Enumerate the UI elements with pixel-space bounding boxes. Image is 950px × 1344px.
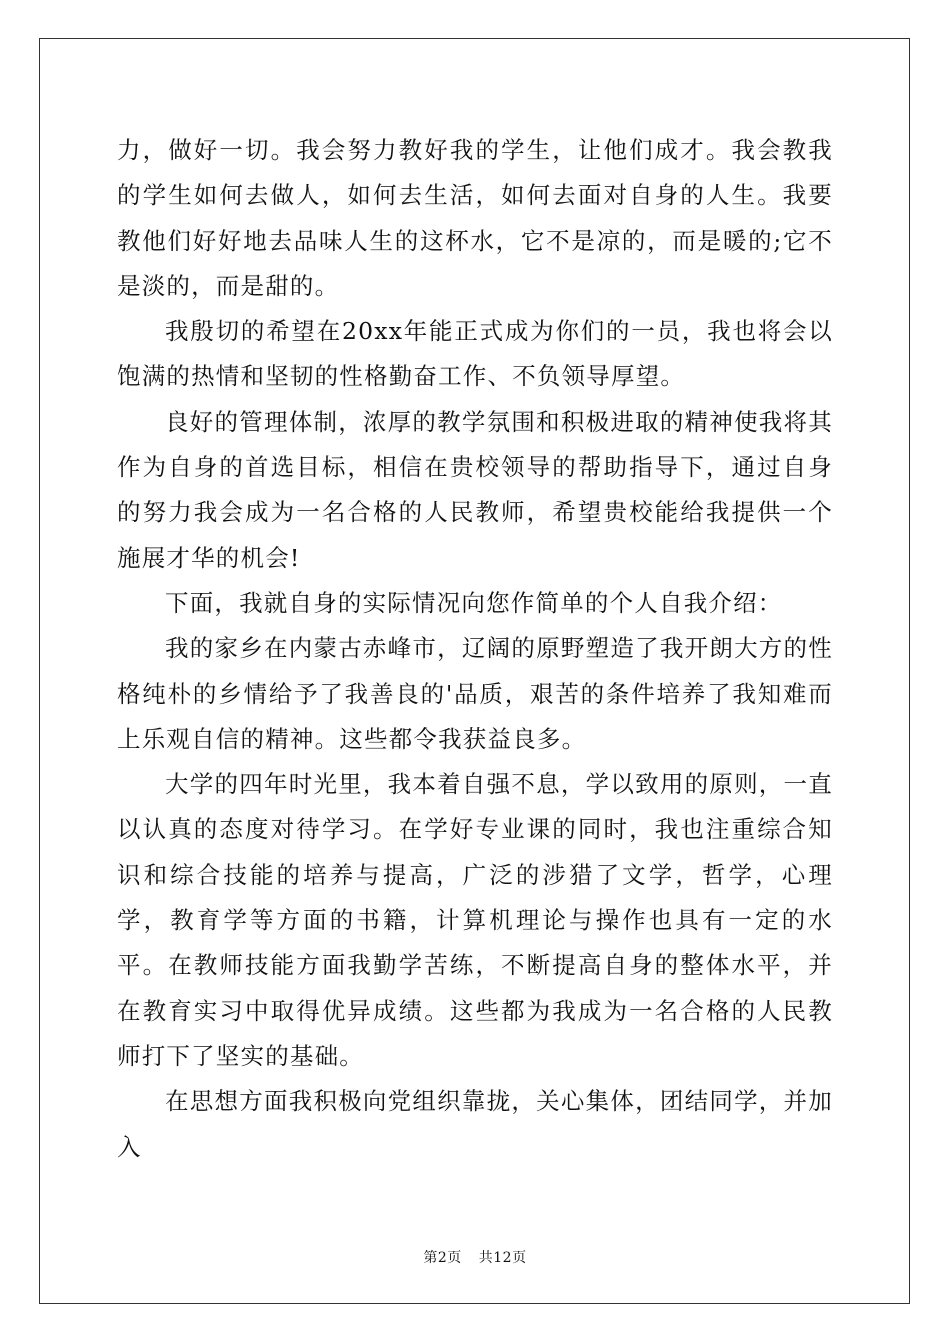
paragraph-1: 力，做好一切。我会努力教好我的学生，让他们成才。我会教我的学生如何去做人，如何去生活，如何去面对自身的人生。我要教他们好好地去品味人生的这杯水，它不是凉的，而是暖的;它不是淡的，而是甜的。 [117, 136, 833, 300]
page-footer [0, 1247, 950, 1267]
document-body [117, 128, 833, 1170]
paragraph-5: 我的家乡在内蒙古赤峰市，辽阔的原野塑造了我开朗大方的性格纯朴的乡情给予了我善良的'品质，艰苦的条件培养了我知难而上乐观自信的精神。这些都令我获益良多。 [117, 634, 833, 753]
paragraph-7: 在思想方面我积极向党组织靠拢，关心集体，团结同学，并加入 [117, 1087, 833, 1161]
page-total: 共12页 [478, 1250, 527, 1266]
paragraph-6: 大学的四年时光里，我本着自强不息，学以致用的原则，一直以认真的态度对待学习。在学好专业课的同时，我也注重综合知识和综合技能的培养与提高，广泛的涉猎了文学，哲学，心理学，教育学等方面的书籍，计算机理论与操作也具有一定的水平。在教师技能方面我勤学苦练，不断提高自身的整体水平，并在教育实习中取得优异成绩。这些都为我成为一名合格的人民教师打下了坚实的基础。 [117, 770, 833, 1070]
paragraph-3: 良好的管理体制，浓厚的教学氛围和积极进取的精神使我将其作为自身的首选目标，相信在贵校领导的帮助指导下，通过自身的努力我会成为一名合格的人民教师，希望贵校能给我提供一个施展才华的机会! [117, 407, 833, 572]
page-number: 第2页 [423, 1250, 462, 1266]
paragraph-4: 下面，我就自身的实际情况向您作简单的个人自我介绍： [165, 588, 783, 617]
paragraph-2: 我殷切的希望在20xx年能正式成为你们的一员，我也将会以饱满的热情和坚韧的性格勤奋工作、不负领导厚望。 [117, 317, 833, 391]
